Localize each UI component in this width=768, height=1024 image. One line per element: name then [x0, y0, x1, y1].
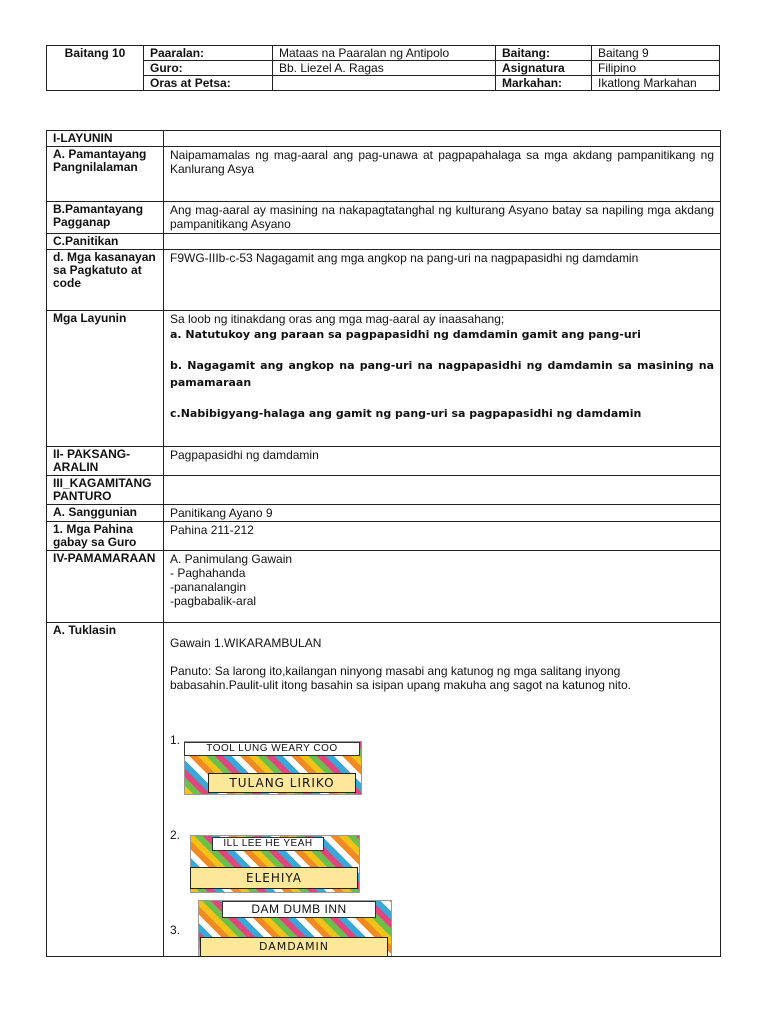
objective-c: c.Nabibigyang-halaga ang gamit ng pang-uri sa pagpapasidhi ng damdamin	[170, 407, 642, 420]
subject-label: Asignatura	[496, 61, 592, 76]
pages-label: 1. Mga Pahina gabay sa Guro	[47, 522, 164, 551]
procedure-line: -pananalangin	[170, 580, 247, 594]
materials-value	[164, 476, 721, 505]
content-standard-value: Naipamamalas ng mag-aaral ang pag-unawa at pagpapahalaga sa mga akdang pampanitikang ng Kanlurang Asya	[164, 147, 721, 202]
literature-value	[164, 234, 721, 250]
pages-value: Pahina 211-212	[164, 522, 721, 551]
item-number: 1.	[170, 733, 181, 747]
literature-label: C.Panitikan	[47, 234, 164, 250]
header-table	[46, 45, 720, 91]
discover-label: A. Tuklasin	[47, 623, 164, 957]
procedure-label: IV-PAMAMARAAN	[47, 551, 164, 623]
puzzle-answer: ELEHIYA	[190, 867, 358, 889]
discover-cell	[164, 623, 721, 957]
teacher-value: Bb. Liezel A. Ragas	[273, 61, 496, 76]
puzzle-answer: DAMDAMIN	[200, 937, 388, 957]
quarter-label: Markahan:	[496, 76, 592, 91]
objective-a: a. Natutukoy ang paraan sa pagpapasidhi ng damdamin gamit ang pang-uri	[170, 328, 641, 341]
school-label: Paaralan:	[144, 46, 273, 61]
grade-level-value: Baitang 9	[592, 46, 720, 61]
time-date-label: Oras at Petsa:	[144, 76, 273, 91]
item-number: 2.	[170, 828, 181, 842]
learning-objectives-label: Mga Layunin	[47, 311, 164, 447]
school-value: Mataas na Paaralan ng Antipolo	[273, 46, 496, 61]
learning-objectives-cell	[164, 311, 721, 447]
content-standard-label: A. Pamantayang Pangnilalaman	[47, 147, 164, 202]
competency-value: F9WG-IIIb-c-53 Nagagamit ang mga angkop na pang-uri na nagpapasidhi ng damdamin	[164, 250, 721, 311]
materials-label: III_KAGAMITANG PANTURO	[47, 476, 164, 505]
procedure-line: - Paghahanda	[170, 566, 246, 580]
teacher-label: Guro:	[144, 61, 273, 76]
objective-b: b. Nagagamit ang angkop na pang-uri na nagpapasidhi ng damdamin sa masining na pamamaraan	[170, 359, 714, 389]
procedure-line: A. Panimulang Gawain	[170, 552, 293, 566]
competency-label: d. Mga kasanayan sa Pagkatuto at code	[47, 250, 164, 311]
puzzle-answer: TULANG LIRIKO	[208, 773, 356, 793]
reference-value: Panitikang Ayano 9	[164, 505, 721, 522]
objectives-heading: I-LAYUNIN	[47, 131, 164, 147]
item-number: 3.	[170, 923, 181, 937]
activity-title: Gawain 1.WIKARAMBULAN	[170, 636, 322, 650]
procedure-cell	[164, 551, 721, 623]
objectives-heading-value	[164, 131, 721, 147]
performance-standard-value: Ang mag-aaral ay masining na nakapagtatanghal ng kulturang Asyano batay sa napiling mga akdang pampanitikang Asyano	[164, 202, 721, 234]
lesson-plan-table	[46, 130, 721, 957]
puzzle-clue: TOOL LUNG WEARY COO	[184, 742, 360, 756]
performance-standard-label: B.Pamantayang Pagganap	[47, 202, 164, 234]
reference-label: A. Sanggunian	[47, 505, 164, 522]
puzzle-clue: ILL LEE HE YEAH	[212, 837, 324, 851]
quarter-value: Ikatlong Markahan	[592, 76, 720, 91]
subject-value: Filipino	[592, 61, 720, 76]
subject-matter-label: II- PAKSANG-ARALIN	[47, 447, 164, 476]
time-date-value	[273, 76, 496, 91]
puzzle-clue: DAM DUMB INN	[222, 901, 376, 918]
procedure-line: -pagbabalik-aral	[170, 594, 257, 608]
instructions: Panuto: Sa larong ito,kailangan ninyong masabi ang katunog ng mga salitang inyong babasahin.Paulit-ulit itong basahin sa isipan upang makuha ang sagot na katunog nito.	[170, 664, 631, 692]
subject-matter-value: Pagpapasidhi ng damdamin	[164, 447, 721, 476]
objectives-intro: Sa loob ng itinakdang oras ang mga mag-aaral ay inaasahang;	[170, 312, 505, 326]
grade-label: Baitang 10	[47, 46, 144, 91]
grade-level-label: Baitang:	[496, 46, 592, 61]
